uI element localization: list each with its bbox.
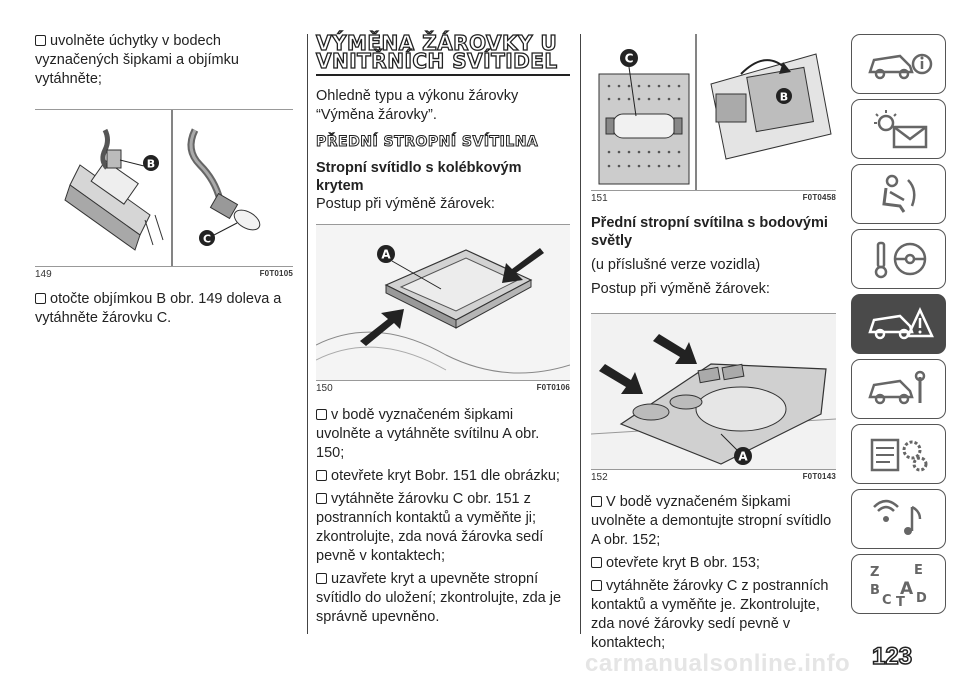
car-info-icon	[864, 42, 934, 86]
label-b: B	[146, 157, 156, 171]
svg-text:T: T	[895, 595, 905, 608]
figure-149-image	[35, 109, 293, 267]
column-divider	[580, 34, 581, 634]
bullet-paragraph: vytáhněte žárovku C obr. 151 z postranních kontaktů a vyměňte ji; zkontrolujte, zda nová žárovka sedí pevně v kontaktech;	[316, 491, 544, 564]
bullet-paragraph: otevřete kryt Bobr. 151 dle obrázku;	[316, 467, 570, 486]
label-a: A	[381, 247, 391, 262]
label-b: B	[779, 90, 789, 104]
tab-maintenance[interactable]	[851, 359, 946, 419]
title-underline	[316, 74, 570, 76]
subheading: Stropní svítidlo s kolébkovým krytem	[316, 160, 522, 194]
figure-caption	[35, 267, 293, 280]
warning-lights-mail-icon	[864, 107, 934, 151]
figure-number: 151	[591, 193, 608, 204]
figure-152-image	[591, 313, 836, 470]
bullet-paragraph: uvolněte úchytky v bodech vyznačených šipkami a objímku vytáhněte;	[35, 33, 239, 87]
seat-airbag-icon	[864, 172, 934, 216]
tab-technical-data[interactable]	[851, 424, 946, 484]
label-c: C	[202, 232, 212, 246]
tab-index[interactable]	[851, 554, 946, 614]
figure-caption	[316, 381, 570, 394]
page-number: 123	[872, 643, 913, 670]
checkbox-bullet-icon	[591, 557, 602, 568]
figure-150-image	[316, 224, 570, 381]
column-1	[35, 0, 293, 328]
checkbox-bullet-icon	[35, 35, 46, 46]
watermark: carmanualsonline.info	[585, 650, 851, 677]
car-emergency-icon	[864, 302, 934, 346]
tab-car-info[interactable]	[851, 34, 946, 94]
figure-number: 150	[316, 383, 333, 394]
figure-number: 149	[35, 269, 52, 280]
figure-code: F0T0105	[259, 269, 293, 278]
figure-caption	[591, 191, 836, 204]
figure-code: F0T0458	[802, 193, 836, 202]
technical-data-gears-icon	[864, 432, 934, 476]
checkbox-bullet-icon	[316, 493, 327, 504]
svg-text:B: B	[869, 583, 880, 598]
tab-warning-lights[interactable]	[851, 99, 946, 159]
column-2	[316, 0, 570, 627]
checkbox-bullet-icon	[591, 580, 602, 591]
checkbox-bullet-icon	[316, 573, 327, 584]
svg-text:C: C	[881, 593, 892, 608]
checkbox-bullet-icon	[316, 470, 327, 481]
bullet-paragraph: otevřete kryt B obr. 153;	[591, 554, 836, 573]
alphabetical-index-icon	[864, 560, 934, 608]
key-steering-wheel-icon	[864, 237, 934, 281]
tab-starting-driving[interactable]	[851, 229, 946, 289]
label-a: A	[738, 449, 748, 464]
figure-number: 152	[591, 472, 608, 483]
bullet-paragraph: otočte objímkou B obr. 149 doleva a vytáhněte žárovku C.	[35, 291, 282, 326]
page-title: VÝMĚNA ŽÁROVKY U VNITŘNÍCH SVÍTIDEL	[316, 31, 558, 73]
intro-text: Ohledně typu a výkonu žárovky “Výměna žárovky”.	[316, 88, 519, 123]
tab-emergency[interactable]	[851, 294, 946, 354]
figure-code: F0T0106	[536, 383, 570, 392]
figure-151-image	[591, 34, 836, 191]
bullet-paragraph: v bodě vyznačeném šipkami uvolněte a vytáhněte svítilnu A obr. 150;	[316, 407, 540, 461]
multimedia-note-icon	[864, 497, 934, 541]
column-divider	[307, 34, 308, 634]
checkbox-bullet-icon	[35, 293, 46, 304]
label-c: C	[624, 51, 634, 66]
section-heading: PŘEDNÍ STROPNÍ SVÍTILNA	[316, 134, 539, 150]
bullet-paragraph: uzavřete kryt a upevněte stropní svítidlo do uložení; zkontrolujte, zda je správně upevněno.	[316, 571, 562, 625]
chapter-tabs	[851, 34, 946, 619]
procedure-text: Postup při výměně žárovek:	[591, 281, 770, 297]
tab-multimedia[interactable]	[851, 489, 946, 549]
figure-150	[316, 224, 570, 394]
procedure-text: Postup při výměně žárovek:	[316, 196, 495, 212]
variant-note: (u příslušné verze vozidla)	[591, 257, 761, 273]
svg-text:E: E	[913, 563, 923, 578]
checkbox-bullet-icon	[316, 409, 327, 420]
figure-152	[591, 313, 836, 483]
bullet-paragraph: vytáhněte žárovky C z postranních kontaktů a vyměňte je. Zkontrolujte, zda nové žárovky sedí pevně v kontaktech;	[591, 578, 829, 651]
svg-text:Z: Z	[869, 565, 879, 580]
svg-text:D: D	[915, 591, 927, 606]
figure-149	[35, 109, 293, 280]
figure-caption	[591, 470, 836, 483]
checkbox-bullet-icon	[591, 496, 602, 507]
column-3	[591, 0, 836, 653]
figure-151	[591, 34, 836, 204]
svg-text:A: A	[899, 579, 913, 599]
car-wrench-icon	[864, 367, 934, 411]
subheading: Přední stropní svítilna s bodovými světly	[591, 215, 828, 249]
tab-safety[interactable]	[851, 164, 946, 224]
bullet-paragraph: V bodě vyznačeném šipkami uvolněte a demontujte stropní svítidlo A obr. 152;	[591, 494, 832, 548]
figure-code: F0T0143	[802, 472, 836, 481]
